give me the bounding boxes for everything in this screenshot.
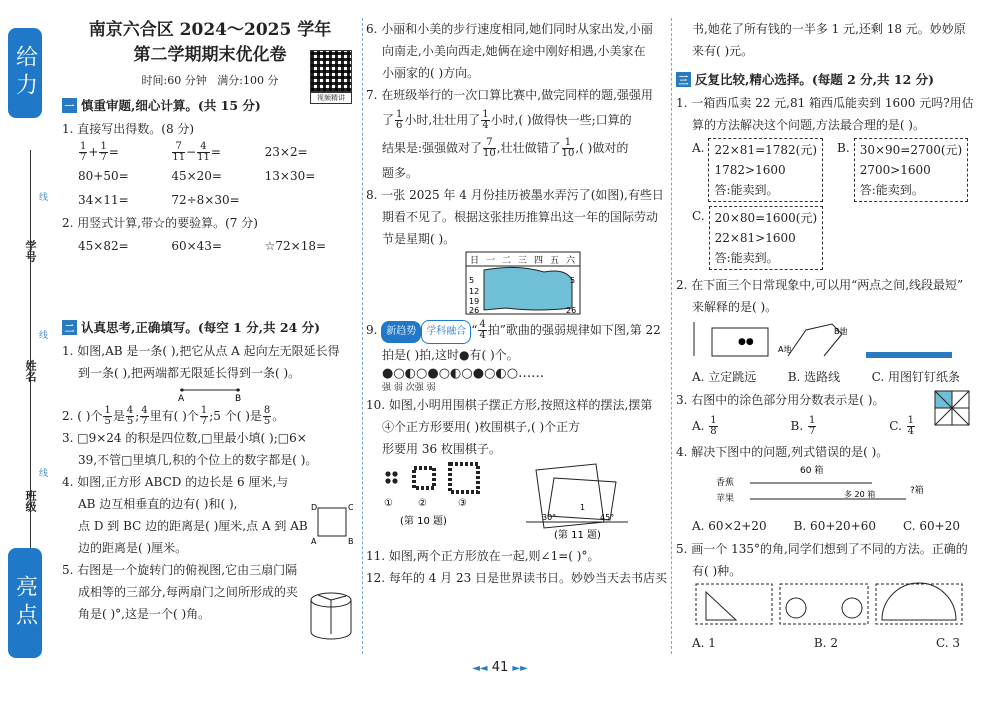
- student-name-label: 姓名: [24, 360, 37, 382]
- question-text: 39,不管□里填几,积的个位上的数字都是( )。: [78, 453, 318, 467]
- question-text: 题多。: [382, 166, 419, 180]
- question-text: 5. 画一个 135°的角,同学们想到了不同的方法。正确的: [676, 542, 968, 556]
- svg-text:5: 5: [570, 276, 576, 285]
- angle-methods-figure: [676, 582, 976, 628]
- binding-mark: 线: [37, 330, 47, 339]
- option-b[interactable]: B. 选路线: [787, 370, 841, 384]
- calc-item: 34×11=: [78, 193, 129, 207]
- svg-text:③: ③: [458, 498, 467, 509]
- page-footer: [0, 660, 1000, 675]
- column-divider: [671, 18, 672, 654]
- svg-text:香蕉: 香蕉: [716, 478, 735, 488]
- option-b[interactable]: B. 2: [813, 636, 838, 650]
- option-c[interactable]: C. 20×80=1600(元) 22×81>1600 答:能卖到。: [676, 206, 976, 270]
- prev-arrow-icon: ◄◄: [472, 663, 488, 674]
- section-title: 慎重审题,细心计算。(共 15 分): [81, 98, 261, 113]
- revolving-door-figure: [306, 590, 356, 642]
- ray-ab-figure: [62, 384, 342, 402]
- calc-row: [62, 188, 358, 212]
- svg-text:19: 19: [469, 297, 480, 306]
- question-text: 1. 一箱西瓜卖 22 元,81 箱西瓜能卖到 1600 元吗?用估: [676, 96, 974, 110]
- section-title: 反复比较,精心选择。(每题 2 分,共 12 分): [695, 72, 935, 87]
- question-text: 角是( )°,这是一个( )角。: [78, 607, 211, 621]
- qr-caption: 视频精讲: [310, 92, 352, 104]
- calc-item: 72÷8×30=: [171, 193, 240, 207]
- svg-text:26: 26: [566, 306, 577, 315]
- section-number: 二: [62, 320, 77, 335]
- option-a[interactable]: A. 立定跳远: [692, 370, 757, 384]
- question-s7-line: 了 $\frac{1}{6}$ 小时,壮壮用了 $\frac{1}{4}$ 小时,( )做得快一些;口算的: [382, 109, 632, 131]
- calc-item: 60×43=: [171, 239, 222, 253]
- calendar-day-header: 三: [518, 256, 528, 266]
- q2-options: [676, 365, 976, 389]
- svg-text:●●: ●●: [738, 337, 754, 347]
- calendar-day-header: 五: [550, 256, 560, 266]
- svg-text:C: C: [348, 503, 354, 512]
- svg-text:A: A: [311, 537, 317, 546]
- question-s2-2: 2. ( )个 $\frac{1}{5}$ 是 $\frac{4}{5}$ ; $\frac{4}{7}$ 里有( )个 $\frac{1}{7}$ ;5 个( )是 $\frac{8}{5}$ 。: [62, 405, 285, 427]
- question-text: 到一条( ),把两端都无限延长得到一条( )。: [78, 366, 301, 380]
- question-s1-2: 2. 用竖式计算,带☆的要验算。(7 分): [62, 216, 258, 230]
- svg-text:45°: 45°: [600, 513, 615, 522]
- svg-text:26: 26: [469, 306, 480, 315]
- question-text: 向南走,小美向西走,她俩在途中刚好相遇,小美家在: [382, 44, 646, 58]
- q3-options: [676, 411, 976, 441]
- score-label: 满分:100 分: [217, 74, 279, 87]
- time-label: 时间:60 分钟: [141, 74, 207, 87]
- subject-tag: 学科融合: [421, 320, 471, 344]
- exam-subtitle: 第二学期期末优化卷: [133, 45, 287, 65]
- two-squares-figure: [526, 464, 628, 541]
- question-text: 7. 在班级举行的一次口算比赛中,做完同样的题,强强用: [366, 88, 653, 102]
- question-text: 6. 小丽和小美的步行速度相同,她们同时从家出发,小丽: [366, 22, 653, 36]
- binding-mark: 线: [37, 192, 47, 201]
- question-text: 小丽家的( )方向。: [382, 66, 480, 80]
- calc-row: [62, 164, 358, 188]
- question-text: 算的方法解决这个问题,方法最合理的是( )。: [692, 118, 925, 132]
- fraction: $\frac{1}{7}$: [80, 141, 87, 163]
- section-number: 一: [62, 98, 77, 113]
- fraction-square-figure: [934, 390, 970, 426]
- brand-badge-bottom: 亮点: [8, 548, 42, 658]
- option-c[interactable]: C. 60+20: [903, 519, 960, 533]
- option-box: 22×81=1782(元) 1782>1600 答:能卖到。: [708, 138, 823, 202]
- calendar-day-header: 日: [470, 256, 480, 266]
- svg-text:多 20 箱: 多 20 箱: [844, 490, 876, 499]
- option-a[interactable]: A. $\frac{1}{8}$: [692, 415, 717, 437]
- option-c[interactable]: C. 用图钉钉纸条: [871, 370, 960, 384]
- question-text: 12. 每年的 4 月 23 日是世界读书日。妙妙当天去书店买: [366, 571, 668, 585]
- calc-row: [62, 234, 358, 258]
- question-text: 成相等的三部分,每两扇门之间所形成的夹: [78, 585, 298, 599]
- calc-item: $\frac{1}{7}$ + $\frac{1}{7}$ =: [80, 141, 119, 163]
- svg-text:(第 10 题): (第 10 题): [400, 516, 447, 527]
- svg-text:B: B: [348, 537, 354, 546]
- question-text: 来解释的是( )。: [692, 300, 778, 314]
- svg-text:A: A: [178, 394, 185, 402]
- question-s9: 9. 新趋势 学科融合 “ $\frac{4}{4}$ 拍”歌曲的强弱规律如下图,第 22: [366, 319, 666, 344]
- beat-pattern: ●○◐○●○◐○●○◐○……: [382, 366, 545, 381]
- calc-item: ☆72×18=: [264, 239, 327, 253]
- line-segment-diagram: [676, 463, 976, 511]
- svg-text:①: ①: [384, 498, 393, 509]
- question-text: 点 D 到 BC 边的距离是( )厘米,点 A 到 AB: [78, 519, 308, 533]
- question-text: AB 边互相垂直的边有( )和( ),: [78, 497, 238, 511]
- question-text: 形要用 36 枚围棋子。: [382, 442, 501, 456]
- option-a[interactable]: A. 1: [692, 636, 716, 650]
- question-text: 4. 如图,正方形 ABCD 的边长是 6 厘米,与: [62, 475, 289, 489]
- calc-row: [62, 140, 358, 164]
- question-text: 4. 解决下图中的问题,列式错误的是( )。: [676, 445, 889, 459]
- page-number: 41: [491, 660, 509, 675]
- trend-tag: 新趋势: [381, 321, 421, 343]
- option-c[interactable]: C. $\frac{1}{4}$: [889, 415, 914, 437]
- calendar-day-header: 四: [534, 256, 544, 266]
- svg-text:(第 11 题): (第 11 题): [554, 530, 601, 541]
- section-title: 认真思考,正确填写。(每空 1 分,共 24 分): [81, 320, 321, 335]
- svg-text:B: B: [235, 394, 242, 402]
- question-text: 11. 如图,两个正方形放在一起,则∠1=( )°。: [366, 549, 600, 563]
- calendar-day-header: 一: [486, 256, 496, 266]
- fraction: $\frac{4}{11}$: [197, 141, 210, 163]
- option-row: [676, 138, 976, 202]
- column-divider: [362, 18, 363, 654]
- section-number: 三: [676, 72, 691, 87]
- class-label: 班级: [24, 490, 37, 512]
- stone-squares-figure: [384, 464, 478, 527]
- question-text: 节是星期( )。: [382, 232, 456, 246]
- question-text: 拍是( )拍,这时●有( )个。: [382, 348, 519, 362]
- option-b[interactable]: B. $\frac{1}{7}$: [790, 415, 816, 437]
- svg-text:A地: A地: [778, 345, 792, 354]
- svg-text:D: D: [311, 503, 318, 512]
- figures-10-11: [366, 460, 666, 542]
- option-a[interactable]: A. 60×2+20: [692, 519, 767, 533]
- column-3: [676, 18, 976, 654]
- svg-text:②: ②: [418, 498, 427, 509]
- equals-sign: =: [210, 145, 221, 159]
- option-box: 30×90=2700(元) 2700>1600 答:能卖到。: [854, 138, 969, 202]
- calc-item: 80+50=: [78, 169, 129, 183]
- student-id-label: 学号: [24, 240, 37, 262]
- question-s7-line: 结果是:强强做对了 $\frac{7}{10}$ ,壮壮做错了 $\frac{1}{10}$ ,( )做对的: [382, 137, 629, 159]
- next-arrow-icon: ►►: [512, 663, 528, 674]
- svg-text:1: 1: [580, 503, 586, 512]
- calc-item: 13×30=: [264, 169, 316, 183]
- calc-item: 45×82=: [78, 239, 129, 253]
- column-1: [62, 18, 358, 654]
- question-text: 有( )种。: [692, 564, 742, 578]
- svg-text:苹果: 苹果: [716, 494, 735, 504]
- calc-item: $\frac{7}{11}$ − $\frac{4}{11}$ =: [172, 141, 221, 163]
- q5-options: [676, 631, 976, 655]
- question-text: 3. □9×24 的积是四位数,□里最小填( );□6×: [62, 431, 307, 445]
- fraction: $\frac{7}{11}$: [172, 141, 186, 163]
- svg-text:?箱: ?箱: [910, 486, 924, 496]
- question-text: 期看不见了。根据这张挂历推算出这一年的国际劳动: [382, 210, 659, 224]
- svg-text:5: 5: [469, 276, 475, 285]
- calendar-figure: [366, 250, 666, 316]
- question-s1-1: 1. 直接写出得数。(8 分): [62, 122, 195, 136]
- qr-code-icon[interactable]: [310, 50, 352, 92]
- section-2-heading: [62, 318, 358, 336]
- question-text: 3. 右图中的涂色部分用分数表示是( )。: [676, 393, 885, 407]
- section-3-heading: [676, 70, 976, 88]
- exam-title: 南京六合区 2024～2025 学年: [88, 20, 332, 40]
- brand-badge-top: 给力: [8, 28, 42, 118]
- question-text: 书,她花了所有钱的一半多 1 元,还剩 18 元。妙妙原: [692, 22, 966, 36]
- calc-item: 23×2=: [264, 145, 308, 159]
- svg-text:30°: 30°: [542, 513, 557, 522]
- binding-strip: [0, 0, 62, 706]
- question-text: 5. 右图是一个旋转门的俯视图,它由三扇门隔: [62, 563, 298, 577]
- svg-text:12: 12: [469, 287, 480, 296]
- square-abcd-figure: [310, 502, 354, 546]
- calendar-day-header: 六: [566, 256, 576, 266]
- svg-text:60 箱: 60 箱: [800, 466, 824, 476]
- option-a[interactable]: A. 22×81=1782(元) 1782>1600 答:能卖到。: [692, 138, 823, 202]
- calc-item: 45×20=: [171, 169, 222, 183]
- svg-text:B地: B地: [834, 327, 848, 336]
- daily-phenomena-figure: [676, 318, 976, 362]
- option-box: 20×80=1600(元) 22×81>1600 答:能卖到。: [709, 206, 824, 270]
- question-text: 10. 如图,小明用围棋子摆正方形,按照这样的摆法,摆第: [366, 398, 653, 412]
- question-text: 来有( )元。: [692, 44, 754, 58]
- question-text: ④个正方形要用( )枚围棋子,( )个正方: [382, 420, 581, 434]
- question-text: 边的距离是( )厘米。: [78, 541, 188, 555]
- calendar-day-header: 二: [502, 256, 512, 266]
- question-text: 2. 在下面三个日常现象中,可以用“两点之间,线段最短”: [676, 278, 964, 292]
- question-text: 8. 一张 2025 年 4 月份挂历被墨水弄污了(如图),有些日: [366, 188, 664, 202]
- option-c[interactable]: C. 3: [935, 636, 960, 650]
- beat-legend: 强 弱 次强 弱: [382, 383, 436, 393]
- equals-sign: =: [108, 145, 119, 159]
- option-b[interactable]: B. 30×90=2700(元) 2700>1600 答:能卖到。: [837, 138, 968, 202]
- q4-options: [676, 514, 976, 538]
- column-2: [366, 18, 666, 654]
- option-b[interactable]: B. 60+20+60: [793, 519, 876, 533]
- fraction: $\frac{1}{7}$: [100, 141, 107, 163]
- binding-mark: 线: [37, 468, 47, 477]
- question-text: 1. 如图,AB 是一条( ),把它从点 A 起向左无限延长得: [62, 344, 340, 358]
